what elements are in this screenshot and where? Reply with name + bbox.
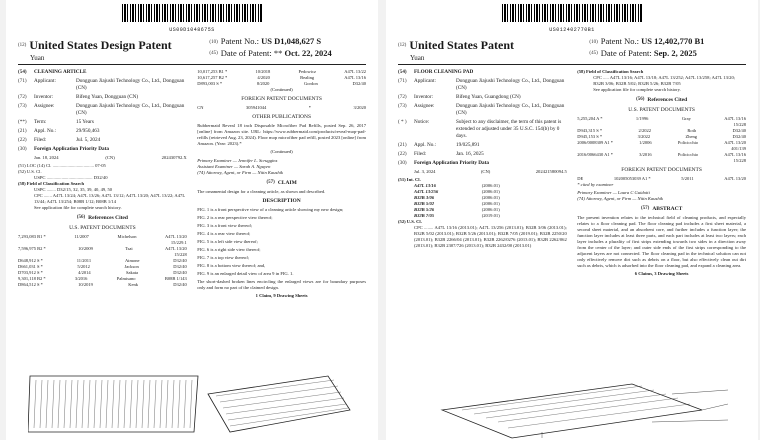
reference-cell: 2/2022 xyxy=(638,127,651,133)
bibliographic-field xyxy=(398,119,567,140)
reference-cell: 7,293,083 B1 * xyxy=(18,233,46,239)
reference-cell: D32/40 xyxy=(352,81,366,86)
inventor-name: Yuan xyxy=(410,54,425,62)
field-label: Applicant: xyxy=(34,78,56,84)
reference-cell: 11/2007 xyxy=(74,233,89,239)
reference-cell: D32/40 xyxy=(173,263,187,269)
reference-cell: Michelson xyxy=(117,233,137,239)
field-code: (71) xyxy=(18,78,27,84)
field-value: Bifeng Yuan, Guangdong (CN) xyxy=(456,94,521,100)
field-value: Subject to any disclaimer, the term of this patent is extended or adjusted under 35 U.S.C. 154(b) by 0 days. xyxy=(456,119,562,139)
patent-number: US 12,402,770 B1 xyxy=(641,36,705,46)
bibliographic-field xyxy=(18,78,187,92)
bibliographic-field xyxy=(398,78,567,92)
field-code: (54) xyxy=(398,69,407,75)
foreign-doc-cell: 3/2020 xyxy=(353,105,366,110)
patent-office-title: United States Patent xyxy=(409,38,514,52)
bibliographic-field xyxy=(18,103,187,117)
reference-cell: A47L 13/16 xyxy=(724,151,746,157)
int-cl-cell: A47L 13/256 xyxy=(414,189,439,194)
reference-cell: 3/2016 xyxy=(639,151,652,157)
reference-cell: A47L 13/16 xyxy=(344,75,366,80)
field-value: 29/950,463 xyxy=(76,128,100,134)
reference-cell: 10/2018 xyxy=(255,69,271,74)
bibliographic-field xyxy=(18,94,187,101)
reference-cell: 401/139 xyxy=(731,145,746,151)
utility-patent-page xyxy=(386,0,758,440)
reference-cell: 15/229.1 xyxy=(170,239,187,245)
bibliographic-field xyxy=(18,69,187,76)
barcode-number: US012402770B1 xyxy=(549,27,595,33)
reference-cell: A47L 13/20 xyxy=(165,233,187,239)
patent-date: Sep. 2, 2025 xyxy=(653,47,697,58)
reference-cell: 2006/0008309 A1 * xyxy=(577,139,613,145)
reference-cell: 7,596,975 B2 * xyxy=(18,245,46,251)
reference-cell: 15/228 xyxy=(174,251,187,257)
field-code: (73) xyxy=(18,103,27,109)
field-label: Applicant: xyxy=(414,78,436,84)
field-label: Inventor: xyxy=(414,94,434,100)
field-code: (73) xyxy=(398,103,407,109)
reference-cell: D661,031 S * xyxy=(18,263,43,269)
field-label: Filed: xyxy=(414,151,427,157)
field-value: Dongguan Jiajushi Technology Co., Ltd., Dongguan (CN) xyxy=(456,78,565,91)
field-code: (54) xyxy=(18,69,27,75)
reference-cell: Kenk xyxy=(128,281,138,287)
description-line: FIG. 6 is a right side view thereof; xyxy=(197,246,261,252)
int-cl-cell: B32B 7/05 xyxy=(414,213,435,218)
field-code: (21) xyxy=(398,142,407,148)
reference-row xyxy=(577,158,746,164)
reference-cell: 10,617,257 B2 * xyxy=(197,75,228,80)
reference-cell: 5/2012 xyxy=(77,263,90,269)
field-label: Assignee: xyxy=(414,103,435,109)
reference-cell: 11/2011 xyxy=(76,257,92,263)
int-cl-cell: B32B 5/26 xyxy=(414,207,435,212)
reference-cell: Bealing xyxy=(300,75,315,80)
field-value: 19/025,891 xyxy=(456,142,480,148)
field-label: Term: xyxy=(34,119,47,125)
reference-cell: A47L 13/22 xyxy=(344,69,366,74)
claims-count: 6 Claims, 3 Drawing Sheets xyxy=(634,270,689,276)
reference-cell: 2016/0066430 A1 * xyxy=(577,151,613,157)
reference-cell: D648,912 S * xyxy=(18,257,43,263)
reference-cell: 4/2020 xyxy=(257,75,270,80)
field-label: Appl. No.: xyxy=(34,128,57,134)
field-code: (71) xyxy=(398,78,407,84)
int-cl-cell: B32B 3/06 xyxy=(414,195,435,200)
field-value: Jul. 5, 2024 xyxy=(76,137,101,143)
reference-cell: 1/1996 xyxy=(635,115,649,121)
patent-date: Oct. 22, 2024 xyxy=(284,47,332,58)
foreign-doc-cell: A47L 13/20 xyxy=(724,175,746,181)
references-list xyxy=(577,116,746,164)
foreign-doc-cell: * xyxy=(308,105,311,110)
reference-cell: 10/2019 xyxy=(78,281,93,287)
barcode-graphic xyxy=(122,4,262,22)
abstract-text: The present invention relates to the technical field of cleaning products, and especially relates to a floor cleaning pad. The floor cleaning pad includes a first sheet material, a second sheet material, and an absorbent core, and further includes a function layer; the function layer includes at least three parts, and each part includes at least two layers; each layer includes a plurality of first strips extending towards two sides in a direction away from the center of the layer; and outer side ends of the first strips corresponding to the adjacent layers are not connected. The floor cleaning pad in the technical solution can not only effectively remove dirt such as debris on a floor, but also effectively clean out dirt such as debris, which is adsorbed into the floor cleaning pad, and expand a cleaning area. xyxy=(577,214,746,268)
bibliographic-field xyxy=(398,69,567,76)
field-label: Notice: xyxy=(414,119,430,125)
reference-cell: D703,912 S * xyxy=(18,269,43,275)
reference-cell: Policicchio xyxy=(677,151,699,157)
field-label: Appl. No.: xyxy=(414,142,437,148)
reference-cell: 5,255,204 A * xyxy=(577,115,603,121)
field-value: CLEANING ARTICLE xyxy=(34,69,87,75)
barcode-number: US00D1048675S xyxy=(169,27,215,33)
int-cl-cell: A47L 13/16 xyxy=(414,183,436,188)
reference-cell: 1/2006 xyxy=(639,139,652,145)
reference-cell: A47L 13/20 xyxy=(165,245,187,251)
bibliographic-field xyxy=(398,151,567,158)
reference-cell: D893,003 S * xyxy=(197,81,223,86)
description-line: The short-dashed broken lines encircling the enlarged views are for boundary purposes only and form no part of the claimed design. xyxy=(197,278,366,290)
patent-body xyxy=(398,69,746,277)
claims-count: 1 Claim, 9 Drawing Sheets xyxy=(255,292,308,298)
cleaning-article-drawing xyxy=(28,372,352,436)
field-code: (72) xyxy=(398,94,407,100)
description-line: FIG. 1 is a front perspective view of a cleaning article showing my new design; xyxy=(197,206,344,212)
description-line: FIG. 2 is a rear perspective view thereof; xyxy=(197,214,273,220)
reference-cell: B08B 1/143 xyxy=(164,275,187,281)
references-list xyxy=(18,234,187,288)
int-cl-cell: B32B 5/02 xyxy=(414,201,435,206)
bibliographic-field xyxy=(18,128,187,135)
field-value: Bifeng Yuan, Dongguan (CN) xyxy=(76,94,139,100)
reference-cell: D32/40 xyxy=(173,269,187,275)
right-column: 10,017,253 B1 * 10/2018 Pedowicz A47L 13/22 10,617,257 B2 * 4/2020 Bealing A47L 13/16 D893,003 S * 8/2020 Gordon D32/40 (Continued) FOREIGN PATENT DOCUMENTS CN 305941044 * 3/2020 OTHER PUBLICATIONS Rubbermaid Reveal 18 inch Disposable Microfiber Pad Refills, posted Sep. 26, 2017 [online] from Amazon site. URL: https://www.rubbermaid.com/products/reveal-mop-pad-refills (retrieved Aug. 23, 2024). Floor mop microfiber pad refill, posted 2023 [online] from Amazon. (Year: 2023).* (Continued) Primary Examiner — Jennifer L. Scruggins Assistant Examiner — Sarah A. Nguyen (74) Attorney, Agent, or Firm — Nitin Kaushik (57) CLAIM The ornamental design for a cleaning article, as shown and described. DESCRIPTION FIG. 1 is a front perspective view of a cleaning article showing my new design; FIG. 2 is a rear perspective view thereof; FIG. 3 is a front view thereof; FIG. 4 is a rear view thereof; FIG. 5 is a left side view thereof; FIG. 6 is a right side view thereof; FIG. 7 is a top view thereof; FIG. 8 is a bottom view thereof; and, FIG. 9 is an enlarged detail view of area 9 in FIG. 1. The short-dashed broken lines encircling the enlarged views are for boundary purposes only and form no part of the claimed design. 1 Claim, 9 Drawing Sheets xyxy=(197,69,367,298)
field-code: ( * ) xyxy=(398,119,407,125)
reference-cell: D32/40 xyxy=(173,257,187,263)
reference-cell: 3/2022 xyxy=(637,133,651,139)
bibliographic-field xyxy=(398,142,567,149)
reference-cell: 15/228 xyxy=(733,121,746,127)
field-value: FLOOR CLEANING PAD xyxy=(414,69,474,75)
reference-cell: D32/40 xyxy=(732,133,746,139)
int-cl-cell: (2006.01) xyxy=(481,195,500,200)
right-column: (58) Field of Classification Search CPC ..... A47L 13/16; A47L 13/18; A47L 13/252; A47L 13/258; A47L 13/20; B32B 3/06; B32B 5/02; B32B 5/26; B32B 7/05 See application file for complete search history. (56) References Cited U.S. PATENT DOCUMENTS 5,255,204 A * 1/1996 Gray A47L 13/16 15/228 D943,315 S * 2/2022 Roth D32/40 D945,153 S * 3/2022 Zheng D32/40 2006/0008309 A1 * 1/2006 Policicchio A47L 13/20 401/139 2016/0066430 A1 * 3/2016 Policicchio A47L 13/16 15/228 FOREIGN PATENT DOCUMENTS DE 102005053039 A1 * 5/2011 A47L 13/20 * cited by examiner Primary Examiner — Laura C Guidotti (74) Attorney, Agent, or Firm — Nitin Kaushik (57) ABSTRACT The present invention relates to the technical field of cleaning products, and especially relates to a floor cleaning pad. The floor cleaning pad includes a first sheet material, a second sheet material, and an absorbent core, and further includes a function layer; the function layer includes at least three parts, and each part includes at least two layers; each layer includes a plurality of first strips extending towards two sides in a direction away from the center of the layer; and outer side ends of the first strips corresponding to the adjacent layers are not connected. The floor cleaning pad in the technical solution can not only effectively remove dirt such as debris on a floor, but also effectively clean out dirt such as debris, which is adsorbed into the floor cleaning pad, and expand a cleaning area. 6 Claims, 3 Drawing Sheets xyxy=(577,69,746,276)
reference-cell: A47L 13/16 xyxy=(724,115,746,121)
reference-cell: Jackson xyxy=(124,263,139,269)
int-cl-cell: (2019.01) xyxy=(481,213,500,218)
reference-cell: Gordon xyxy=(304,81,318,86)
barcode xyxy=(398,4,746,32)
left-column: (54) FLOOR CLEANING PAD (71) Applicant: Dongguan Jiajushi Technology Co., Ltd., Dongguan (CN) (72) Inventor: Bifeng Yuan, Guangdong (CN) (73) Assignee: Dongguan Jiajushi Technology Co., Ltd., Dongguan (CN) ( * ) Notice: Subject to any disclaimer, the term of this patent is extended or adjusted under 35 U.S.C. 154(b) by 0 days. (21) Appl. No.: 19/025,891 (22) Filed: Jan. 16, 2025 (30) Foreign Application Priority Data Jul. 3, 2024 (CN) 202421580094.5 (51) Int. Cl. A47L 13/16 (2006.01) A47L 13/256 (2006.01) B32B 3/06 (2006.01) B32B 5/02 (2006.01) B32B 5/26 (2006.01) B32B 7/05 (2019.01) (52) U.S. Cl. CPC ........ A47L 13/16 (2013.01); A47L 13/256 (2013.01); B32B 3/06 (2013.01); B32B 5/02 (2013.01); B32B 5/26 (2013.01); B32B 7/05 (2019.01); B32B 2250/20 (2013.01); B32B 2266/04 (2013.01); B32B 2262/0276 (2013.01); B32B 2262/062 (2013.01); B32B 2307/726 (2013.01); B32B 2432/00 (2013.01) xyxy=(398,69,567,248)
field-code: (22) xyxy=(18,137,27,143)
description-line: FIG. 8 is a bottom view thereof; and, xyxy=(197,262,266,268)
patent-office-title: United States Design Patent xyxy=(29,38,172,52)
reference-cell: 8/2020 xyxy=(256,81,270,86)
foreign-doc-cell: DE xyxy=(577,175,584,181)
foreign-doc-cell: 102005053039 A1 * xyxy=(613,175,651,181)
reference-cell: 9,301,118 B2 * xyxy=(18,275,46,281)
reference-cell: 4/2014 xyxy=(78,269,91,275)
reference-cell: Tsai xyxy=(125,245,133,251)
inventor-name: Yuan xyxy=(30,54,45,62)
reference-cell: Roth xyxy=(687,127,697,133)
design-patent-page xyxy=(6,0,378,440)
reference-cell: D32/40 xyxy=(732,127,746,133)
reference-cell: D943,315 S * xyxy=(577,127,603,133)
int-cl-cell: (2006.01) xyxy=(481,189,500,194)
reference-cell: D32/40 xyxy=(173,281,187,287)
reference-cell: Sakata xyxy=(125,269,138,275)
field-value: Jan. 16, 2025 xyxy=(456,151,484,157)
foreign-doc-cell: 305941044 xyxy=(245,105,267,110)
barcode-graphic xyxy=(502,4,642,22)
reference-cell: Aimone xyxy=(124,257,140,263)
reference-cell: Policicchio xyxy=(677,139,699,145)
bibliographic-field xyxy=(398,94,567,101)
patent-header: (12) United States Design Patent Yuan (10) Patent No.: US D1,048,627 S (45) Date of Patent: ** Oct. 22, 2024 xyxy=(18,36,366,65)
bibliographic-field xyxy=(18,119,187,126)
description-line: FIG. 7 is a top view thereof; xyxy=(197,254,250,260)
patent-body xyxy=(18,69,366,299)
int-cl-cell: (2006.01) xyxy=(481,183,500,188)
field-value: Dongguan Jiajushi Technology Co., Ltd., Dongguan (CN) xyxy=(76,78,185,91)
field-label: Filed: xyxy=(34,137,47,143)
description-line: FIG. 9 is an enlarged detail view of area 9 in FIG. 1. xyxy=(197,270,294,276)
reference-cell: Pedowicz xyxy=(298,69,317,74)
field-value: Dongguan Jiajushi Technology Co., Ltd., Dongguan (CN) xyxy=(76,103,185,116)
patent-header: (12) United States Patent Yuan (10) Patent No.: US 12,402,770 B1 (45) Date of Patent: Sep. 2, 2025 xyxy=(398,36,746,65)
reference-cell: 10/2009 xyxy=(78,245,93,251)
reference-cell: A47L 13/20 xyxy=(724,139,746,145)
field-label: Inventor: xyxy=(34,94,54,100)
reference-cell: 10,017,253 B1 * xyxy=(197,69,228,74)
reference-cell: Zheng xyxy=(685,133,698,139)
description-line: FIG. 3 is a front view thereof; xyxy=(197,222,253,228)
reference-cell: Gray xyxy=(681,115,691,121)
field-code: (72) xyxy=(18,94,27,100)
int-cl-cell: (2006.01) xyxy=(481,201,500,206)
reference-row xyxy=(18,282,187,288)
barcode xyxy=(18,4,366,32)
reference-cell: Palmisano xyxy=(116,275,136,281)
reference-cell: 3/2016 xyxy=(74,275,88,281)
foreign-doc-cell: 5/2011 xyxy=(681,175,694,181)
bibliographic-field xyxy=(398,103,567,117)
reference-cell: 15/228 xyxy=(733,157,746,163)
field-value: Dongguan Jiajushi Technology Co., Ltd., Dongguan (CN) xyxy=(456,103,565,116)
field-code: (**) xyxy=(18,119,27,125)
bibliographic-field xyxy=(18,137,187,144)
foreign-doc-cell: CN xyxy=(197,105,204,110)
field-value: 15 Years xyxy=(76,119,94,125)
description-line: FIG. 4 is a rear view thereof; xyxy=(197,230,251,236)
field-code: (21) xyxy=(18,128,27,134)
patent-number: US D1,048,627 S xyxy=(261,36,322,46)
field-label: Assignee: xyxy=(34,103,55,109)
reference-cell: D864,512 S * xyxy=(18,281,43,287)
floor-pad-drawing xyxy=(402,370,742,440)
int-cl-cell: (2006.01) xyxy=(481,207,500,212)
left-column: (54) CLEANING ARTICLE (71) Applicant: Dongguan Jiajushi Technology Co., Ltd., Dongguan (CN) (72) Inventor: Bifeng Yuan, Dongguan (CN) (73) Assignee: Dongguan Jiajushi Technology Co., Ltd., Dongguan (CN) (**) Term: 15 Years (21) Appl. No.: 29/950,463 (22) Filed: Jul. 5, 2024 (30) Foreign Application Priority Data Jan. 18, 2024 (CN) 202430792.X (51) LOC (14) Cl. .................................... 07-05 (52) U.S. Cl. USPC ........................................ D32/40 (58) Field of Classification Search USPC ........ D32/15, 32, 35, 39, 40, 49, 50 CPC ....... A47L 13/24; A47L 13/26; A47L 13/12; A47L 13/20; A47L 13/22; A47L 13/44; A47L 13/254; B08B 1/12; B08B 1/14 See application file for complete search history. (56) References Cited U.S. PATENT DOCUMENTS 7,293,083 B1 * 11/2007 Michelson A47L 13/20 15/229.1 7,596,975 B2 * 10/2009 Tsai A47L 13/20 15/228 D648,912 S * 11/2011 Aimone D32/40 D661,031 S * 5/2012 Jackson D32/40 D703,912 S * 4/2014 Sakata D32/40 9,301,118 B2 * 3/2016 Palmisano B08B 1/143 D864,512 S * 10/2019 Kenk D32/40 xyxy=(18,69,187,287)
description-line: FIG. 5 is a left side view thereof; xyxy=(197,238,258,244)
reference-cell: D945,153 S * xyxy=(577,133,603,139)
field-code: (22) xyxy=(398,151,407,157)
